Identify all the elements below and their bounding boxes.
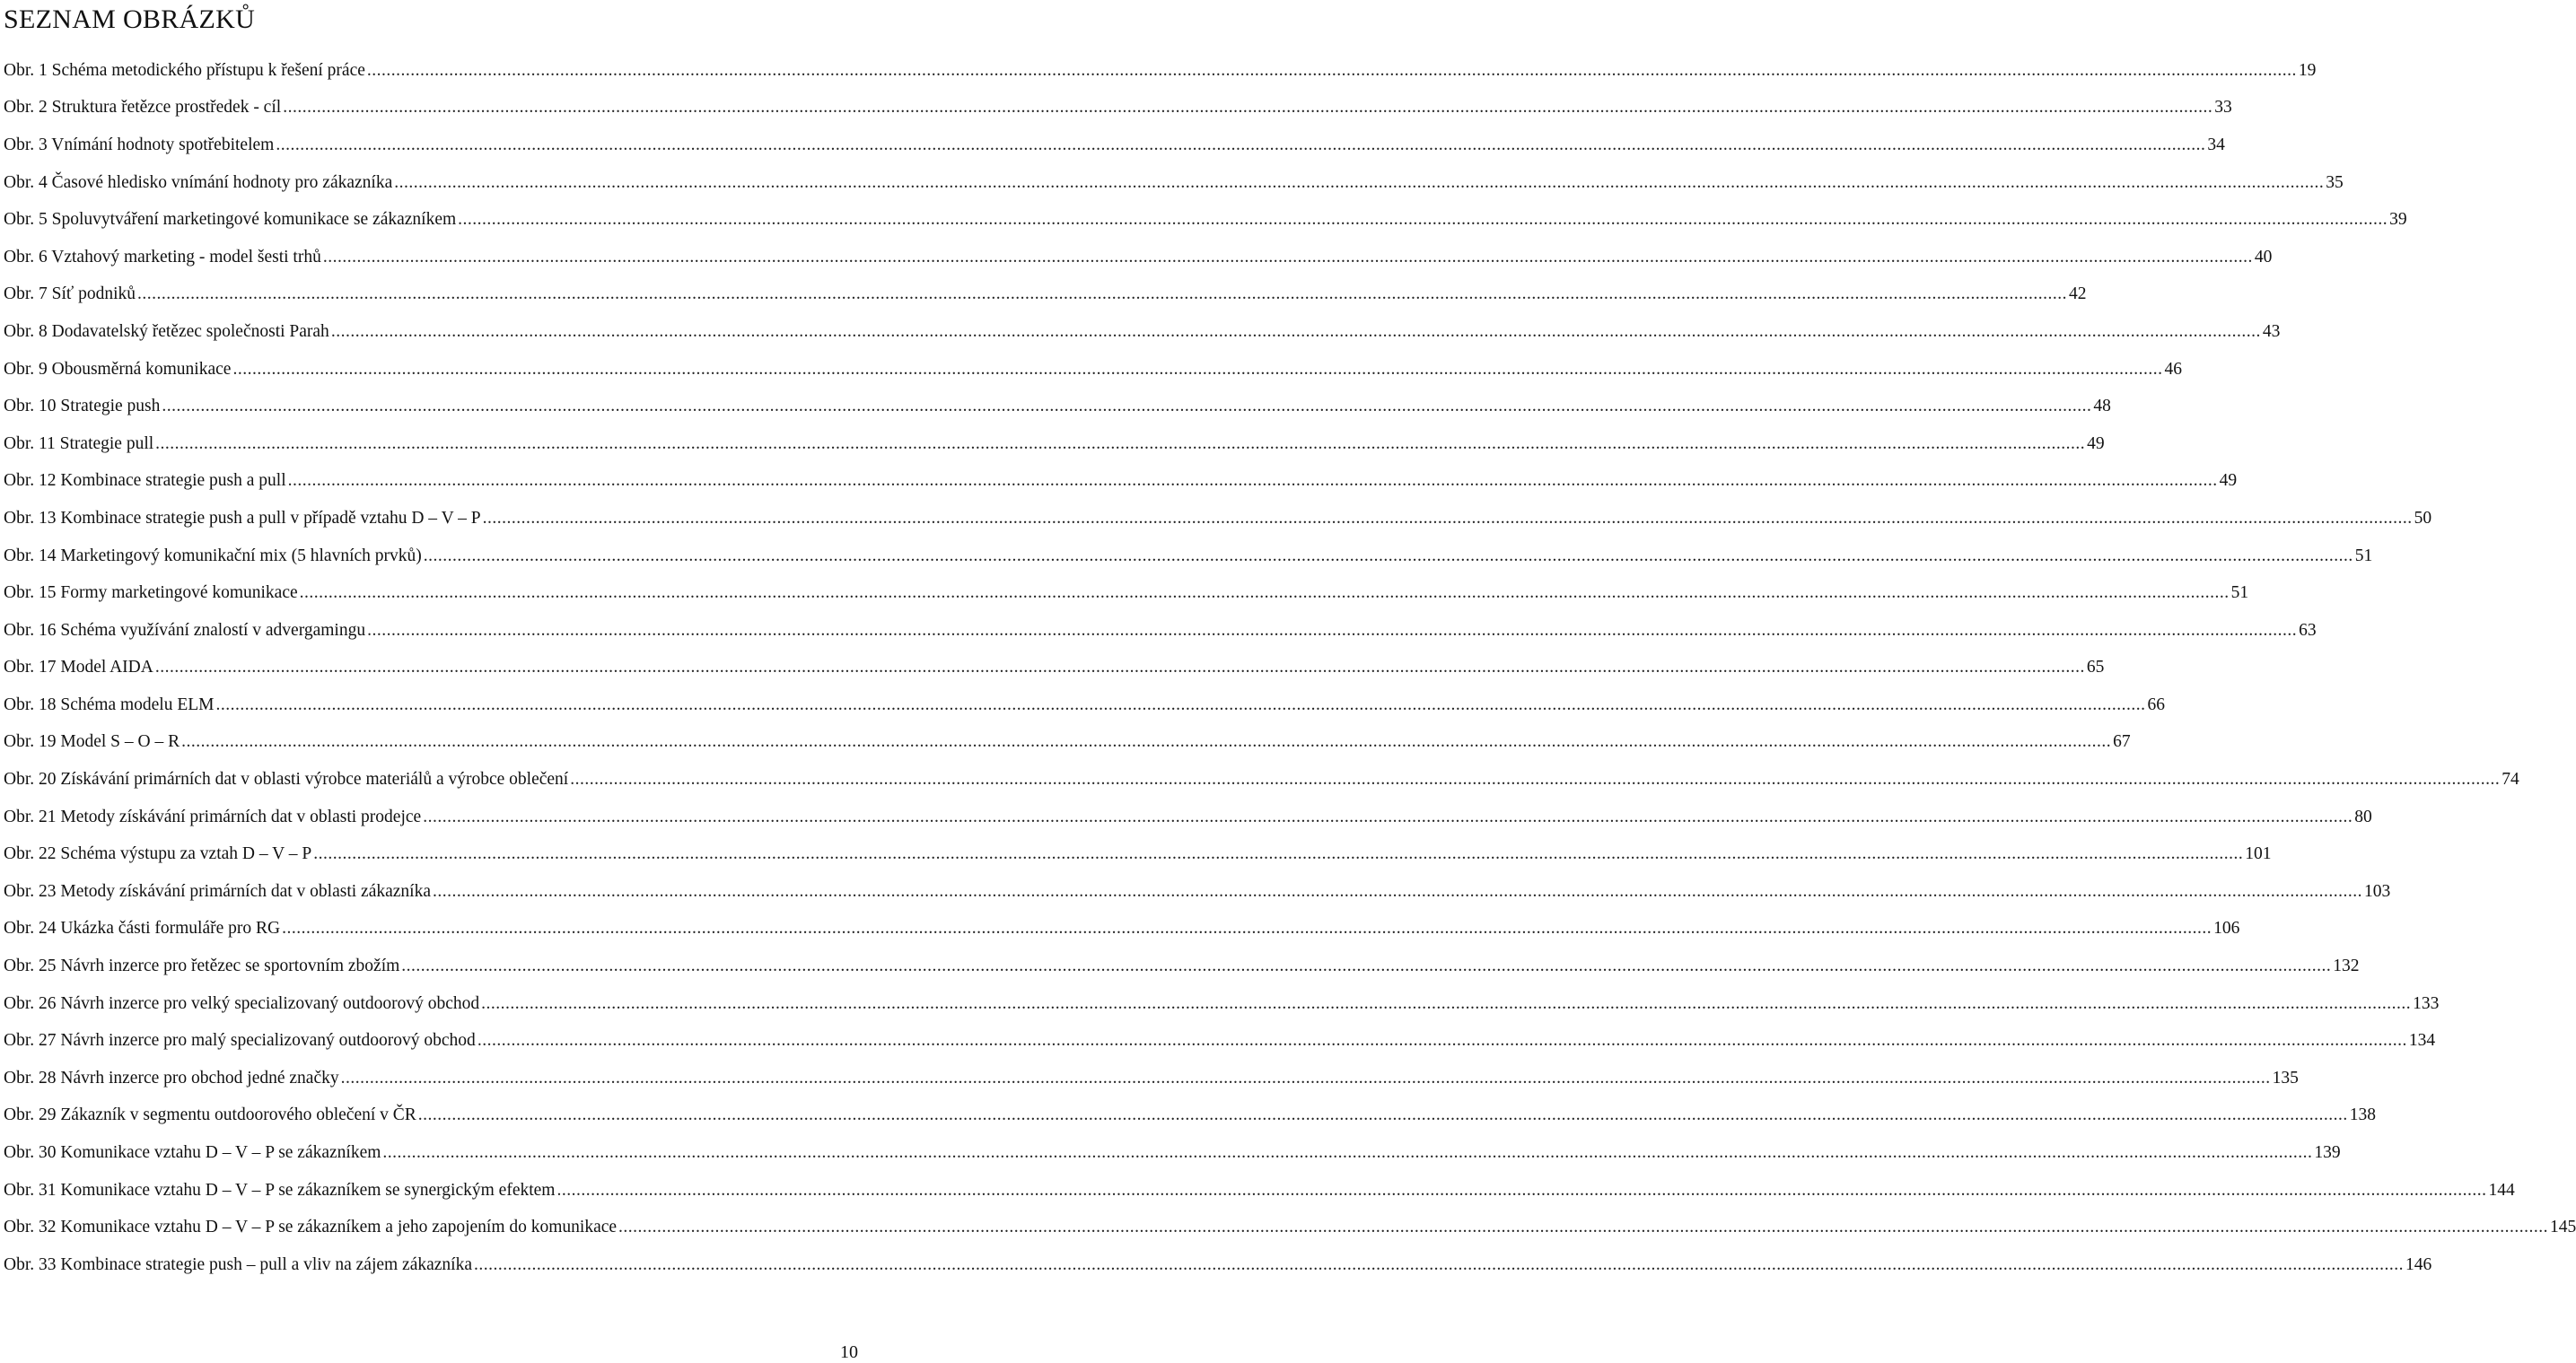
toc-dot-leader: ................................................................................................................................................................................................................................................................................................................................................................................................................ <box>366 60 2297 80</box>
toc-entry[interactable] <box>4 650 2105 687</box>
toc-entry[interactable] <box>4 835 2272 873</box>
toc-entry-page: 144 <box>2488 1180 2515 1200</box>
toc-entry[interactable] <box>4 1022 2436 1060</box>
toc-entry-label: Obr. 28 Návrh inzerce pro obchod jedné značky <box>4 1068 339 1088</box>
toc-entry-label: Obr. 30 Komunikace vztahu D – V – P se zákazníkem <box>4 1143 381 1163</box>
toc-dot-leader: ................................................................................................................................................................................................................................................................................................................................................................................................................ <box>433 881 2362 901</box>
toc-entry-page: 43 <box>2262 321 2281 341</box>
toc-entry-page: 146 <box>2405 1254 2432 1274</box>
toc-entry[interactable] <box>4 911 2240 948</box>
toc-dot-leader: ................................................................................................................................................................................................................................................................................................................................................................................................................ <box>330 321 2261 341</box>
toc-entry[interactable] <box>4 52 2317 90</box>
toc-dot-leader: ................................................................................................................................................................................................................................................................................................................................................................................................................ <box>232 359 2163 379</box>
toc-entry-page: 138 <box>2349 1105 2377 1125</box>
toc-entry-page: 132 <box>2333 957 2360 976</box>
toc-entry-page: 48 <box>2093 397 2111 416</box>
toc-entry[interactable] <box>4 276 2087 314</box>
toc-entry-label: Obr. 33 Kombinace strategie push – pull a vliv na zájem zákazníka <box>4 1254 472 1274</box>
toc-entry-label: Obr. 15 Formy marketingové komunikace <box>4 583 298 603</box>
toc-entry-page: 63 <box>2299 620 2317 640</box>
toc-entry-label: Obr. 23 Metody získávání primárních dat v oblasti zákazníka <box>4 881 431 901</box>
toc-entry[interactable] <box>4 1209 2576 1246</box>
toc-entry-label: Obr. 22 Schéma výstupu za vztah D – V – P <box>4 844 312 864</box>
toc-entry[interactable] <box>4 1172 2515 1210</box>
toc-dot-leader: ................................................................................................................................................................................................................................................................................................................................................................................................................ <box>482 508 2413 528</box>
toc-dot-leader: ................................................................................................................................................................................................................................................................................................................................................................................................................ <box>458 210 2388 230</box>
toc-entry-label: Obr. 32 Komunikace vztahu D – V – P se zákazníkem a jeho zapojením do komunikace <box>4 1218 618 1237</box>
toc-entry-page: 145 <box>2550 1218 2576 1237</box>
toc-dot-leader: ................................................................................................................................................................................................................................................................................................................................................................................................................ <box>162 397 2092 416</box>
toc-entry-page: 50 <box>2414 508 2432 528</box>
toc-entry-page: 139 <box>2314 1143 2341 1163</box>
toc-entry[interactable] <box>4 761 2519 799</box>
toc-entry[interactable] <box>4 500 2432 537</box>
toc-dot-leader: ................................................................................................................................................................................................................................................................................................................................................................................................................ <box>313 844 2244 864</box>
toc-entry-page: 46 <box>2164 359 2182 379</box>
toc-entry-label: Obr. 8 Dodavatelský řetězec společnosti Parah <box>4 321 329 341</box>
toc-entry-label: Obr. 19 Model S – O – R <box>4 732 180 752</box>
toc-dot-leader: ................................................................................................................................................................................................................................................................................................................................................................................................................ <box>287 471 2218 491</box>
toc-dot-leader: ................................................................................................................................................................................................................................................................................................................................................................................................................ <box>137 284 2068 304</box>
toc-entry-page: 51 <box>2230 583 2249 603</box>
toc-dot-leader: ................................................................................................................................................................................................................................................................................................................................................................................................................ <box>155 433 2086 453</box>
toc-dot-leader: ................................................................................................................................................................................................................................................................................................................................................................................................................ <box>474 1254 2404 1274</box>
toc-dot-leader: ................................................................................................................................................................................................................................................................................................................................................................................................................ <box>340 1068 2271 1088</box>
toc-entry[interactable] <box>4 351 2182 389</box>
toc-entry-label: Obr. 24 Ukázka části formuláře pro RG <box>4 919 281 939</box>
toc-entry-page: 42 <box>2069 284 2087 304</box>
toc-entry-label: Obr. 13 Kombinace strategie push a pull v případě vztahu D – V – P <box>4 508 481 528</box>
toc-dot-leader: ................................................................................................................................................................................................................................................................................................................................................................................................................ <box>423 546 2353 565</box>
toc-entry-label: Obr. 12 Kombinace strategie push a pull <box>4 471 286 491</box>
toc-entry[interactable] <box>4 1134 2341 1172</box>
toc-entry-page: 49 <box>2087 433 2105 453</box>
toc-entry-label: Obr. 5 Spoluvytváření marketingové komunikace se zákazníkem <box>4 210 457 230</box>
toc-entry[interactable] <box>4 164 2344 202</box>
toc-entry-label: Obr. 6 Vztahový marketing - model šesti trhů <box>4 247 321 266</box>
toc-entry-page: 106 <box>2213 919 2240 939</box>
toc-entry[interactable] <box>4 313 2281 351</box>
toc-entry-page: 49 <box>2219 471 2238 491</box>
toc-entry[interactable] <box>4 1097 2377 1135</box>
toc-entry[interactable] <box>4 388 2111 425</box>
toc-entry-page: 35 <box>2326 172 2344 192</box>
toc-dot-leader: ................................................................................................................................................................................................................................................................................................................................................................................................................ <box>481 993 2412 1013</box>
toc-entry-label: Obr. 11 Strategie pull <box>4 433 154 453</box>
toc-dot-leader: ................................................................................................................................................................................................................................................................................................................................................................................................................ <box>618 1218 2549 1237</box>
toc-entry-page: 103 <box>2364 881 2391 901</box>
toc-entry[interactable] <box>4 873 2391 911</box>
toc-entry-page: 19 <box>2298 60 2317 80</box>
toc-dot-leader: ................................................................................................................................................................................................................................................................................................................................................................................................................ <box>570 770 2501 790</box>
toc-entry-page: 39 <box>2389 210 2407 230</box>
toc-entry[interactable] <box>4 799 2372 836</box>
toc-entry[interactable] <box>4 724 2131 762</box>
toc-dot-leader: ................................................................................................................................................................................................................................................................................................................................................................................................................ <box>181 732 2112 752</box>
toc-dot-leader: ................................................................................................................................................................................................................................................................................................................................................................................................................ <box>282 919 2212 939</box>
toc-entry-label: Obr. 17 Model AIDA <box>4 658 153 677</box>
toc-entry-label: Obr. 26 Návrh inzerce pro velký specializovaný outdoorový obchod <box>4 993 480 1013</box>
toc-entry-label: Obr. 14 Marketingový komunikační mix (5 hlavních prvků) <box>4 546 422 565</box>
toc-entry[interactable] <box>4 612 2317 650</box>
toc-entry-page: 34 <box>2207 135 2225 154</box>
toc-dot-leader: ................................................................................................................................................................................................................................................................................................................................................................................................................ <box>477 1031 2407 1051</box>
toc-entry[interactable] <box>4 537 2373 575</box>
toc-entry-page: 74 <box>2502 770 2519 790</box>
toc-entry-label: Obr. 21 Metody získávání primárních dat v oblasti prodejce <box>4 807 422 826</box>
toc-dot-leader: ................................................................................................................................................................................................................................................................................................................................................................................................................ <box>322 247 2253 266</box>
page-title: SEZNAM OBRÁZKŮ <box>4 4 256 34</box>
toc-entry-page: 40 <box>2254 247 2273 266</box>
toc-dot-leader: ................................................................................................................................................................................................................................................................................................................................................................................................................ <box>382 1143 2313 1163</box>
toc-dot-leader: ................................................................................................................................................................................................................................................................................................................................................................................................................ <box>394 172 2325 192</box>
toc-entry-label: Obr. 9 Obousměrná komunikace <box>4 359 232 379</box>
toc-entry[interactable] <box>4 985 2440 1023</box>
toc-entry-label: Obr. 1 Schéma metodického přístupu k řešení práce <box>4 60 365 80</box>
toc-entry-page: 135 <box>2272 1068 2299 1088</box>
toc-dot-leader: ................................................................................................................................................................................................................................................................................................................................................................................................................ <box>556 1180 2487 1200</box>
toc-entry[interactable] <box>4 1060 2299 1097</box>
toc-dot-leader: ................................................................................................................................................................................................................................................................................................................................................................................................................ <box>401 957 2332 976</box>
toc-entry[interactable] <box>4 425 2105 463</box>
toc-entry-label: Obr. 16 Schéma využívání znalostí v advergamingu <box>4 620 366 640</box>
toc-entry-label: Obr. 31 Komunikace vztahu D – V – P se zákazníkem se synergickým efektem <box>4 1180 556 1200</box>
toc-entry-page: 80 <box>2354 807 2372 826</box>
toc-dot-leader: ................................................................................................................................................................................................................................................................................................................................................................................................................ <box>154 658 2085 677</box>
toc-entry[interactable] <box>4 127 2225 164</box>
toc-entry[interactable] <box>4 90 2232 127</box>
toc-dot-leader: ................................................................................................................................................................................................................................................................................................................................................................................................................ <box>283 98 2213 118</box>
toc-entry[interactable] <box>4 686 2166 724</box>
list-of-figures <box>4 52 2576 1284</box>
toc-dot-leader: ................................................................................................................................................................................................................................................................................................................................................................................................................ <box>299 583 2230 603</box>
toc-entry-label: Obr. 4 Časové hledisko vnímání hodnoty pro zákazníka <box>4 172 393 192</box>
toc-entry-page: 133 <box>2413 993 2440 1013</box>
toc-entry-label: Obr. 18 Schéma modelu ELM <box>4 695 215 714</box>
toc-entry[interactable] <box>4 463 2238 501</box>
toc-entry-page: 51 <box>2354 546 2373 565</box>
toc-entry-page: 65 <box>2086 658 2105 677</box>
toc-entry-label: Obr. 10 Strategie push <box>4 397 161 416</box>
toc-entry-page: 66 <box>2147 695 2166 714</box>
toc-entry-label: Obr. 2 Struktura řetězce prostředek - cíl <box>4 98 282 118</box>
toc-entry-label: Obr. 29 Zákazník v segmentu outdoorového oblečení v ČR <box>4 1105 416 1125</box>
toc-dot-leader: ................................................................................................................................................................................................................................................................................................................................................................................................................ <box>215 695 2146 714</box>
toc-entry[interactable] <box>4 201 2407 239</box>
toc-entry-page: 134 <box>2408 1031 2436 1051</box>
toc-entry[interactable] <box>4 574 2249 612</box>
toc-dot-leader: ................................................................................................................................................................................................................................................................................................................................................................................................................ <box>417 1105 2348 1125</box>
toc-entry-label: Obr. 7 Síť podniků <box>4 284 136 304</box>
toc-dot-leader: ................................................................................................................................................................................................................................................................................................................................................................................................................ <box>367 620 2298 640</box>
toc-dot-leader: ................................................................................................................................................................................................................................................................................................................................................................................................................ <box>423 807 2353 826</box>
toc-entry-label: Obr. 3 Vnímání hodnoty spotřebitelem <box>4 135 275 154</box>
toc-entry-page: 101 <box>2245 844 2272 864</box>
toc-entry[interactable] <box>4 1246 2432 1284</box>
toc-entry-label: Obr. 20 Získávání primárních dat v oblasti výrobce materiálů a výrobce oblečení <box>4 770 569 790</box>
toc-entry[interactable] <box>4 239 2273 276</box>
toc-dot-leader: ................................................................................................................................................................................................................................................................................................................................................................................................................ <box>276 135 2206 154</box>
toc-entry-page: 33 <box>2214 98 2232 118</box>
toc-entry[interactable] <box>4 948 2360 985</box>
toc-entry-label: Obr. 27 Návrh inzerce pro malý specializovaný outdoorový obchod <box>4 1031 476 1051</box>
toc-entry-label: Obr. 25 Návrh inzerce pro řetězec se sportovním zbožím <box>4 957 400 976</box>
page-number: 10 <box>840 1342 858 1362</box>
toc-entry-page: 67 <box>2113 732 2131 752</box>
